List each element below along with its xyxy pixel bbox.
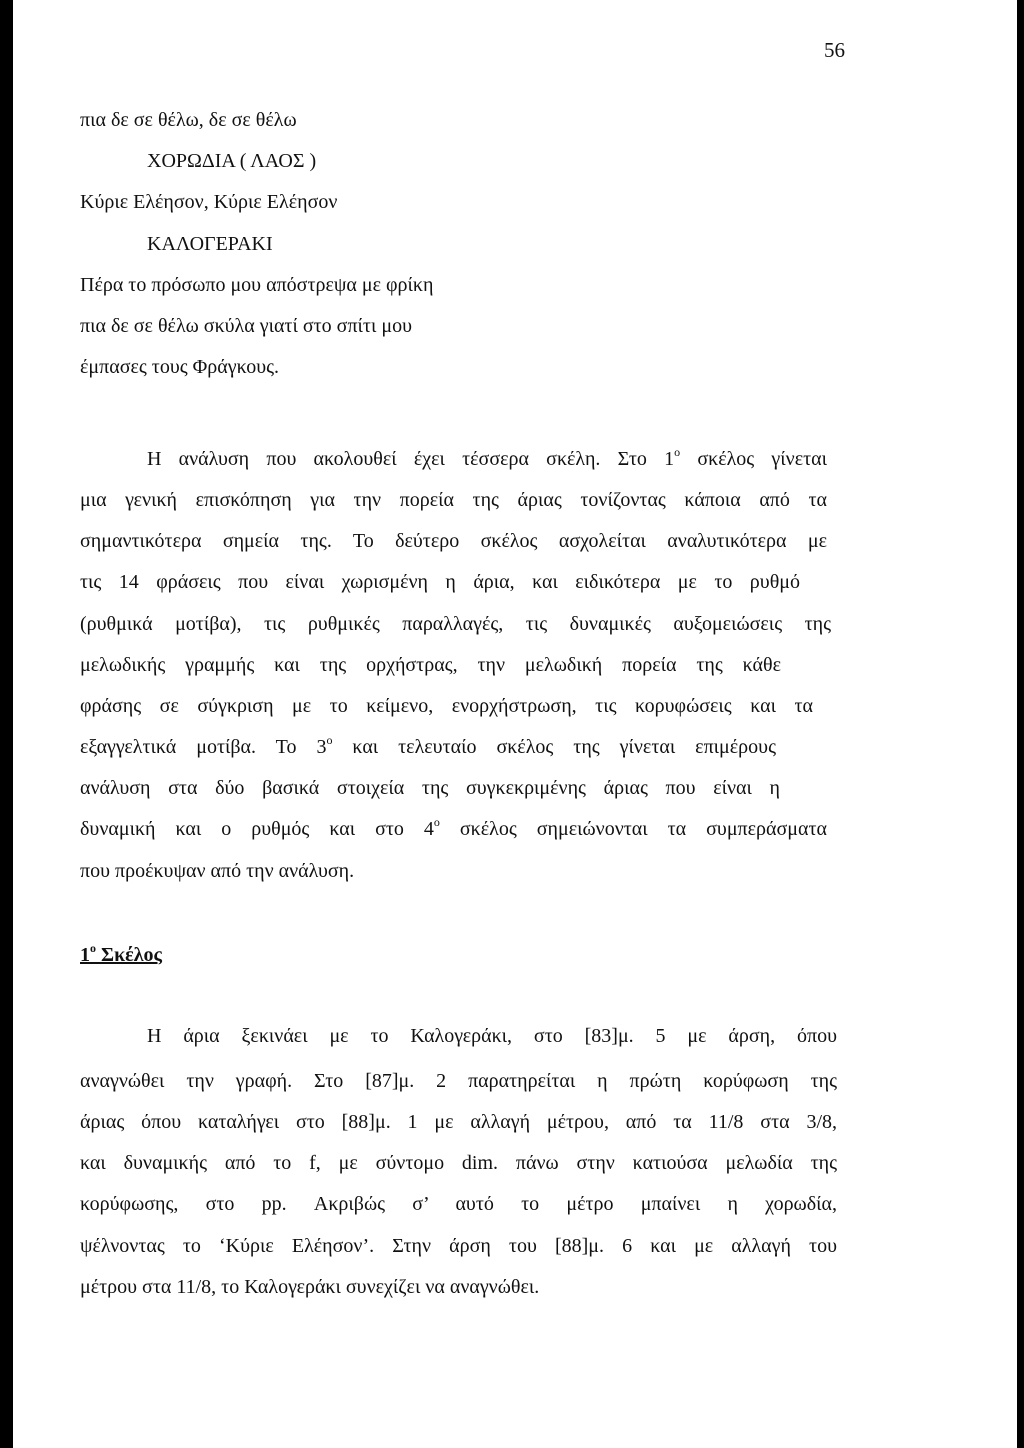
paragraph-analysis-line: μια γενική επισκόπηση για την πορεία της άριας τονίζοντας κάποια από τα <box>80 489 827 511</box>
paragraph-analysis-line: εξαγγελτικά μοτίβα. Το $3^o$ και τελευταίο σκέλος της γίνεται επιμέρους <box>80 733 776 758</box>
lyrics-line: έμπασες τους Φράγκους. <box>80 356 280 378</box>
paragraph-section-line: άριας όπου καταλήγει στο [88]μ. 1 με αλλαγή μέτρου, από τα 11/8 στα 3/8, <box>80 1111 837 1133</box>
paragraph-analysis-line: σημαντικότερα σημεία της. Το δεύτερο σκέλος ασχολείται αναλυτικότερα με <box>80 530 827 552</box>
section-heading: $1^o$ Σκέλος <box>80 941 162 966</box>
lyrics-line: πια δε σε θέλω, δε σε θέλω <box>80 109 297 131</box>
lyrics-line: πια δε σε θέλω σκύλα γιατί στο σπίτι μου <box>80 315 412 337</box>
paragraph-section-line: μέτρου στα 11/8, το Καλογεράκι συνεχίζει να αναγνώθει. <box>80 1276 540 1298</box>
lyrics-speaker-kalogeraki: ΚΑΛΟΓΕΡΑΚΙ <box>147 233 273 255</box>
paragraph-section-line: ψέλνοντας το ‘Κύριε Ελέησον’. Στην άρση του [88]μ. 6 και με αλλαγή του <box>80 1235 837 1257</box>
lyrics-speaker-choir: ΧΟΡΩΔΙΑ ( ΛΑΟΣ ) <box>147 150 317 172</box>
paragraph-section-line: Η άρια ξεκινάει με το Καλογεράκι, στο [83]μ. 5 με άρση, όπου <box>147 1025 837 1047</box>
paragraph-analysis-line: (ρυθμικά μοτίβα), τις ρυθμικές παραλλαγές, τις δυναμικές αυξομειώσεις της <box>80 613 831 635</box>
paragraph-analysis-line: δυναμική και ο ρυθμός και στο $4^o$ σκέλος σημειώνονται τα συμπεράσματα <box>80 815 827 840</box>
document-page <box>13 0 1017 1448</box>
paragraph-analysis-line: φράσης σε σύγκριση με το κείμενο, ενορχήστρωση, τις κορυφώσεις και τα <box>80 695 813 717</box>
paragraph-analysis-line: μελωδικής γραμμής και της ορχήστρας, την μελωδική πορεία της κάθε <box>80 654 781 676</box>
paragraph-section-line: και δυναμικής από το f, με σύντομο dim. πάνω στην κατιούσα μελωδία της <box>80 1152 837 1174</box>
paragraph-analysis-line: που προέκυψαν από την ανάλυση. <box>80 860 355 882</box>
page-number: 56 <box>824 38 845 62</box>
paragraph-section-line: αναγνώθει την γραφή. Στο [87]μ. 2 παρατηρείται η πρώτη κορύφωση της <box>80 1070 837 1092</box>
paragraph-analysis-line: ανάλυση στα δύο βασικά στοιχεία της συγκεκριμένης άριας που είναι η <box>80 777 780 799</box>
lyrics-line: Πέρα το πρόσωπο μου απόστρεψα με φρίκη <box>80 274 434 296</box>
paragraph-analysis-line: Η ανάλυση που ακολουθεί έχει τέσσερα σκέλη. Στο $1^o$ σκέλος γίνεται <box>147 445 827 470</box>
lyrics-line: Κύριε Ελέησον, Κύριε Ελέησον <box>80 191 338 213</box>
paragraph-analysis-line: τις 14 φράσεις που είναι χωρισμένη η άρια, και ειδικότερα με το ρυθμό <box>80 571 800 593</box>
paragraph-section-line: κορύφωσης, στο pp. Ακριβώς σ’ αυτό το μέτρο μπαίνει η χορωδία, <box>80 1193 837 1215</box>
